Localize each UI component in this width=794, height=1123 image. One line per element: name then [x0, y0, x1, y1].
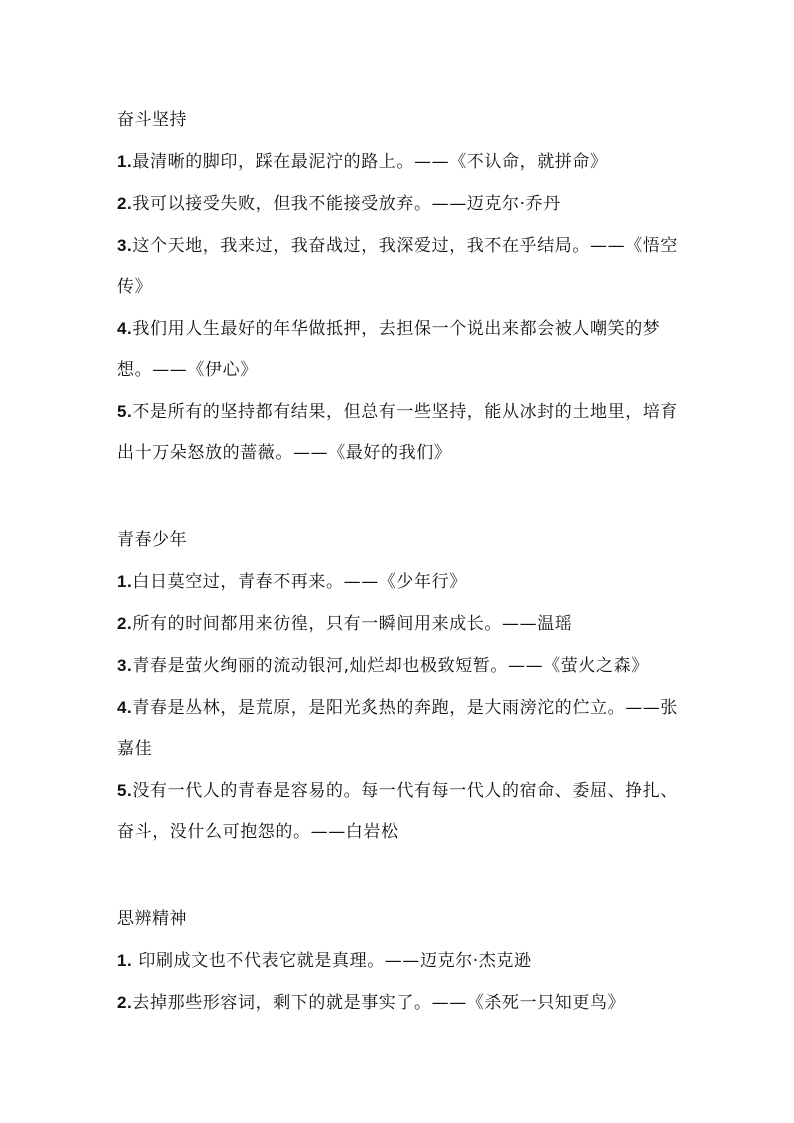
quote-item	[117, 645, 687, 687]
quote-item	[117, 982, 687, 1024]
quote-text: 不是所有的坚持都有结果，但总有一些坚持，能从冰封的土地里，培育出十万朵怒放的蔷薇。——《最好的我们》	[117, 402, 678, 463]
quote-item	[117, 183, 687, 225]
quote-item	[117, 687, 687, 770]
quote-number: 3.	[117, 656, 133, 675]
quote-item	[117, 603, 687, 645]
quote-text: 这个天地，我来过，我奋战过，我深爱过，我不在乎结局。——《悟空传》	[117, 236, 678, 297]
quote-text: 印刷成文也不代表它就是真理。——迈克尔·杰克逊	[132, 951, 532, 971]
section-title: 奋斗坚持	[117, 110, 187, 130]
quote-item	[117, 770, 687, 853]
section-struggle	[117, 100, 687, 474]
quote-text: 我们用人生最好的年华做抵押，去担保一个说出来都会被人嘲笑的梦想。——《伊心》	[117, 319, 661, 380]
quote-number: 1.	[117, 152, 133, 171]
quote-item	[117, 225, 687, 308]
section-youth	[117, 520, 687, 853]
quote-text: 最清晰的脚印，踩在最泥泞的路上。——《不认命，就拼命》	[132, 152, 608, 172]
quote-number: 5.	[117, 781, 133, 800]
quote-text: 没有一代人的青春是容易的。每一代有每一代人的宿命、委屈、挣扎、奋斗，没什么可抱怨的。——白岩松	[117, 781, 678, 842]
quote-number: 2.	[117, 194, 133, 213]
quote-number: 4.	[117, 319, 133, 338]
quote-item	[117, 308, 687, 391]
quote-text: 青春是丛林，是荒原，是阳光炙热的奔跑，是大雨滂沱的伫立。——张嘉佳	[117, 698, 678, 759]
quote-number: 1.	[117, 572, 133, 591]
quote-number: 3.	[117, 236, 133, 255]
quote-number: 2.	[117, 993, 133, 1012]
quote-item	[117, 561, 687, 603]
quote-item	[117, 391, 687, 474]
quote-item	[117, 940, 687, 982]
quote-number: 5.	[117, 402, 133, 421]
quote-item	[117, 141, 687, 183]
quote-text: 去掉那些形容词，剩下的就是事实了。——《杀死一只知更鸟》	[132, 993, 626, 1013]
section-title: 思辨精神	[117, 909, 187, 929]
quote-text: 我可以接受失败，但我不能接受放弃。——迈克尔·乔丹	[132, 194, 561, 214]
quote-text: 青春是萤火绚丽的流动银河,灿烂却也极致短暂。——《萤火之森》	[132, 656, 649, 676]
document-page	[117, 100, 687, 1024]
quote-number: 1.	[117, 951, 133, 970]
section-critical-thinking	[117, 899, 687, 1024]
quote-number: 4.	[117, 698, 133, 717]
quote-text: 白日莫空过，青春不再来。——《少年行》	[132, 572, 467, 592]
section-title: 青春少年	[117, 530, 187, 550]
quote-text: 所有的时间都用来彷徨，只有一瞬间用来成长。——温瑶	[132, 614, 573, 634]
quote-number: 2.	[117, 614, 133, 633]
